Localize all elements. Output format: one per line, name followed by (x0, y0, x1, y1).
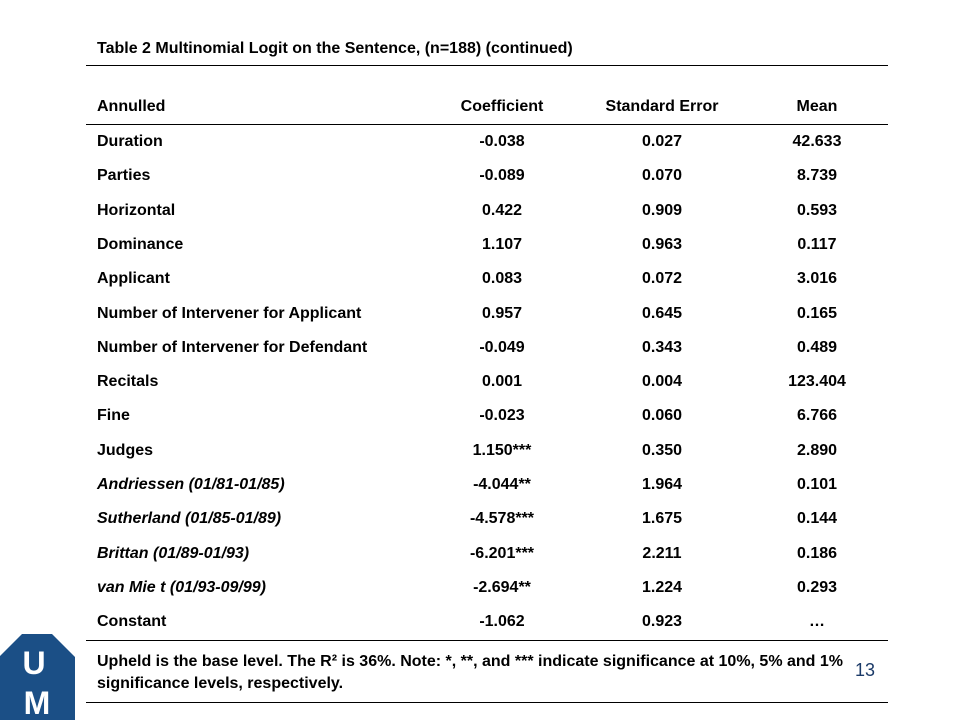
table-note: Upheld is the base level. The R² is 36%. Note: *, **, and *** indicate significance at 10%, 5% and 1% significance levels, respectively. (97, 653, 844, 692)
row-mean: 8.739 (796, 167, 838, 185)
row-standard-error: 0.004 (641, 373, 683, 391)
row-mean: 123.404 (788, 373, 846, 391)
row-label: Applicant (97, 270, 170, 288)
row-standard-error: 0.027 (641, 133, 683, 150)
header-coefficient: Coefficient (460, 98, 544, 115)
university-logo-icon (0, 620, 75, 720)
row-standard-error: 0.923 (641, 613, 683, 631)
row-label: Sutherland (01/85-01/89) (97, 510, 282, 528)
table-row (86, 399, 888, 433)
row-standard-error: 0.072 (641, 270, 683, 288)
page-number: 13 (855, 660, 876, 680)
row-coefficient: 0.422 (481, 201, 523, 219)
logo-letter-m: M (23, 685, 51, 720)
row-coefficient: -0.023 (479, 407, 525, 425)
row-standard-error: 0.060 (641, 407, 683, 425)
table-row (86, 159, 888, 193)
row-mean: 0.293 (796, 578, 838, 596)
row-mean: 0.165 (796, 304, 838, 322)
table-title: Table 2 Multinomial Logit on the Sentence, (n=188) (continued) (97, 40, 573, 57)
row-label: Constant (97, 613, 167, 631)
table-row (86, 297, 888, 331)
row-coefficient: -4.578*** (469, 510, 535, 528)
row-coefficient: 0.001 (481, 373, 523, 391)
row-coefficient: -4.044** (473, 476, 531, 493)
table-row (86, 468, 888, 502)
row-mean: 3.016 (796, 270, 838, 288)
table-row (86, 605, 888, 639)
row-label: Number of Intervener for Defendant (97, 338, 368, 356)
row-mean: … (809, 613, 825, 631)
row-label: Horizontal (97, 201, 176, 219)
row-standard-error: 0.350 (641, 441, 683, 459)
table-row (86, 537, 888, 571)
row-mean: 6.766 (796, 407, 838, 425)
row-coefficient: -1.062 (479, 613, 525, 631)
row-coefficient: -0.038 (479, 133, 525, 150)
table-row (86, 194, 888, 228)
row-label: Brittan (01/89-01/93) (97, 544, 250, 562)
row-mean: 0.144 (796, 510, 838, 528)
row-standard-error: 0.909 (641, 201, 683, 219)
row-label: Fine (97, 407, 130, 425)
table-row (86, 262, 888, 296)
header-standard-error: Standard Error (605, 98, 719, 115)
row-standard-error: 0.645 (641, 304, 683, 322)
row-coefficient: -2.694** (473, 578, 531, 596)
table-row (86, 331, 888, 365)
table-header-row (86, 90, 888, 124)
row-mean: 0.101 (796, 476, 838, 493)
row-standard-error: 1.964 (641, 476, 683, 493)
table-row (86, 365, 888, 399)
row-coefficient: -6.201*** (469, 544, 535, 562)
table-row (86, 125, 888, 159)
row-label: Recitals (97, 373, 159, 391)
row-standard-error: 1.675 (641, 510, 683, 528)
row-standard-error: 1.224 (641, 578, 683, 596)
row-label: Dominance (97, 235, 184, 253)
logo-letter-u: U (22, 645, 46, 681)
row-label: Number of Intervener for Applicant (97, 304, 362, 322)
row-mean: 0.186 (796, 544, 838, 562)
row-label: van Mie t (01/93-09/99) (97, 578, 266, 596)
row-label: Andriessen (01/81-01/85) (97, 476, 285, 493)
table-row (86, 571, 888, 605)
row-label: Duration (97, 133, 163, 150)
row-coefficient: 1.107 (481, 235, 523, 253)
row-coefficient: -0.089 (479, 167, 525, 185)
row-mean: 0.117 (797, 235, 837, 253)
table-row (86, 228, 888, 262)
row-mean: 0.593 (796, 201, 838, 219)
header-mean: Mean (796, 98, 838, 115)
table-row (86, 434, 888, 468)
row-mean: 42.633 (792, 133, 842, 150)
row-standard-error: 0.070 (641, 167, 683, 185)
title-rule (86, 65, 888, 66)
row-mean: 0.489 (796, 338, 838, 356)
header-annulled: Annulled (97, 98, 166, 115)
table-row (86, 502, 888, 536)
bottom-rule (86, 640, 888, 641)
row-coefficient: 0.083 (481, 270, 523, 288)
row-standard-error: 2.211 (642, 544, 682, 562)
row-coefficient: 1.150*** (472, 441, 532, 459)
row-coefficient: -0.049 (479, 338, 525, 356)
row-label: Parties (97, 167, 151, 185)
row-standard-error: 0.343 (641, 338, 683, 356)
row-standard-error: 0.963 (641, 235, 683, 253)
row-coefficient: 0.957 (481, 304, 523, 322)
end-rule (86, 702, 888, 703)
row-mean: 2.890 (796, 441, 838, 459)
row-label: Judges (97, 441, 154, 459)
